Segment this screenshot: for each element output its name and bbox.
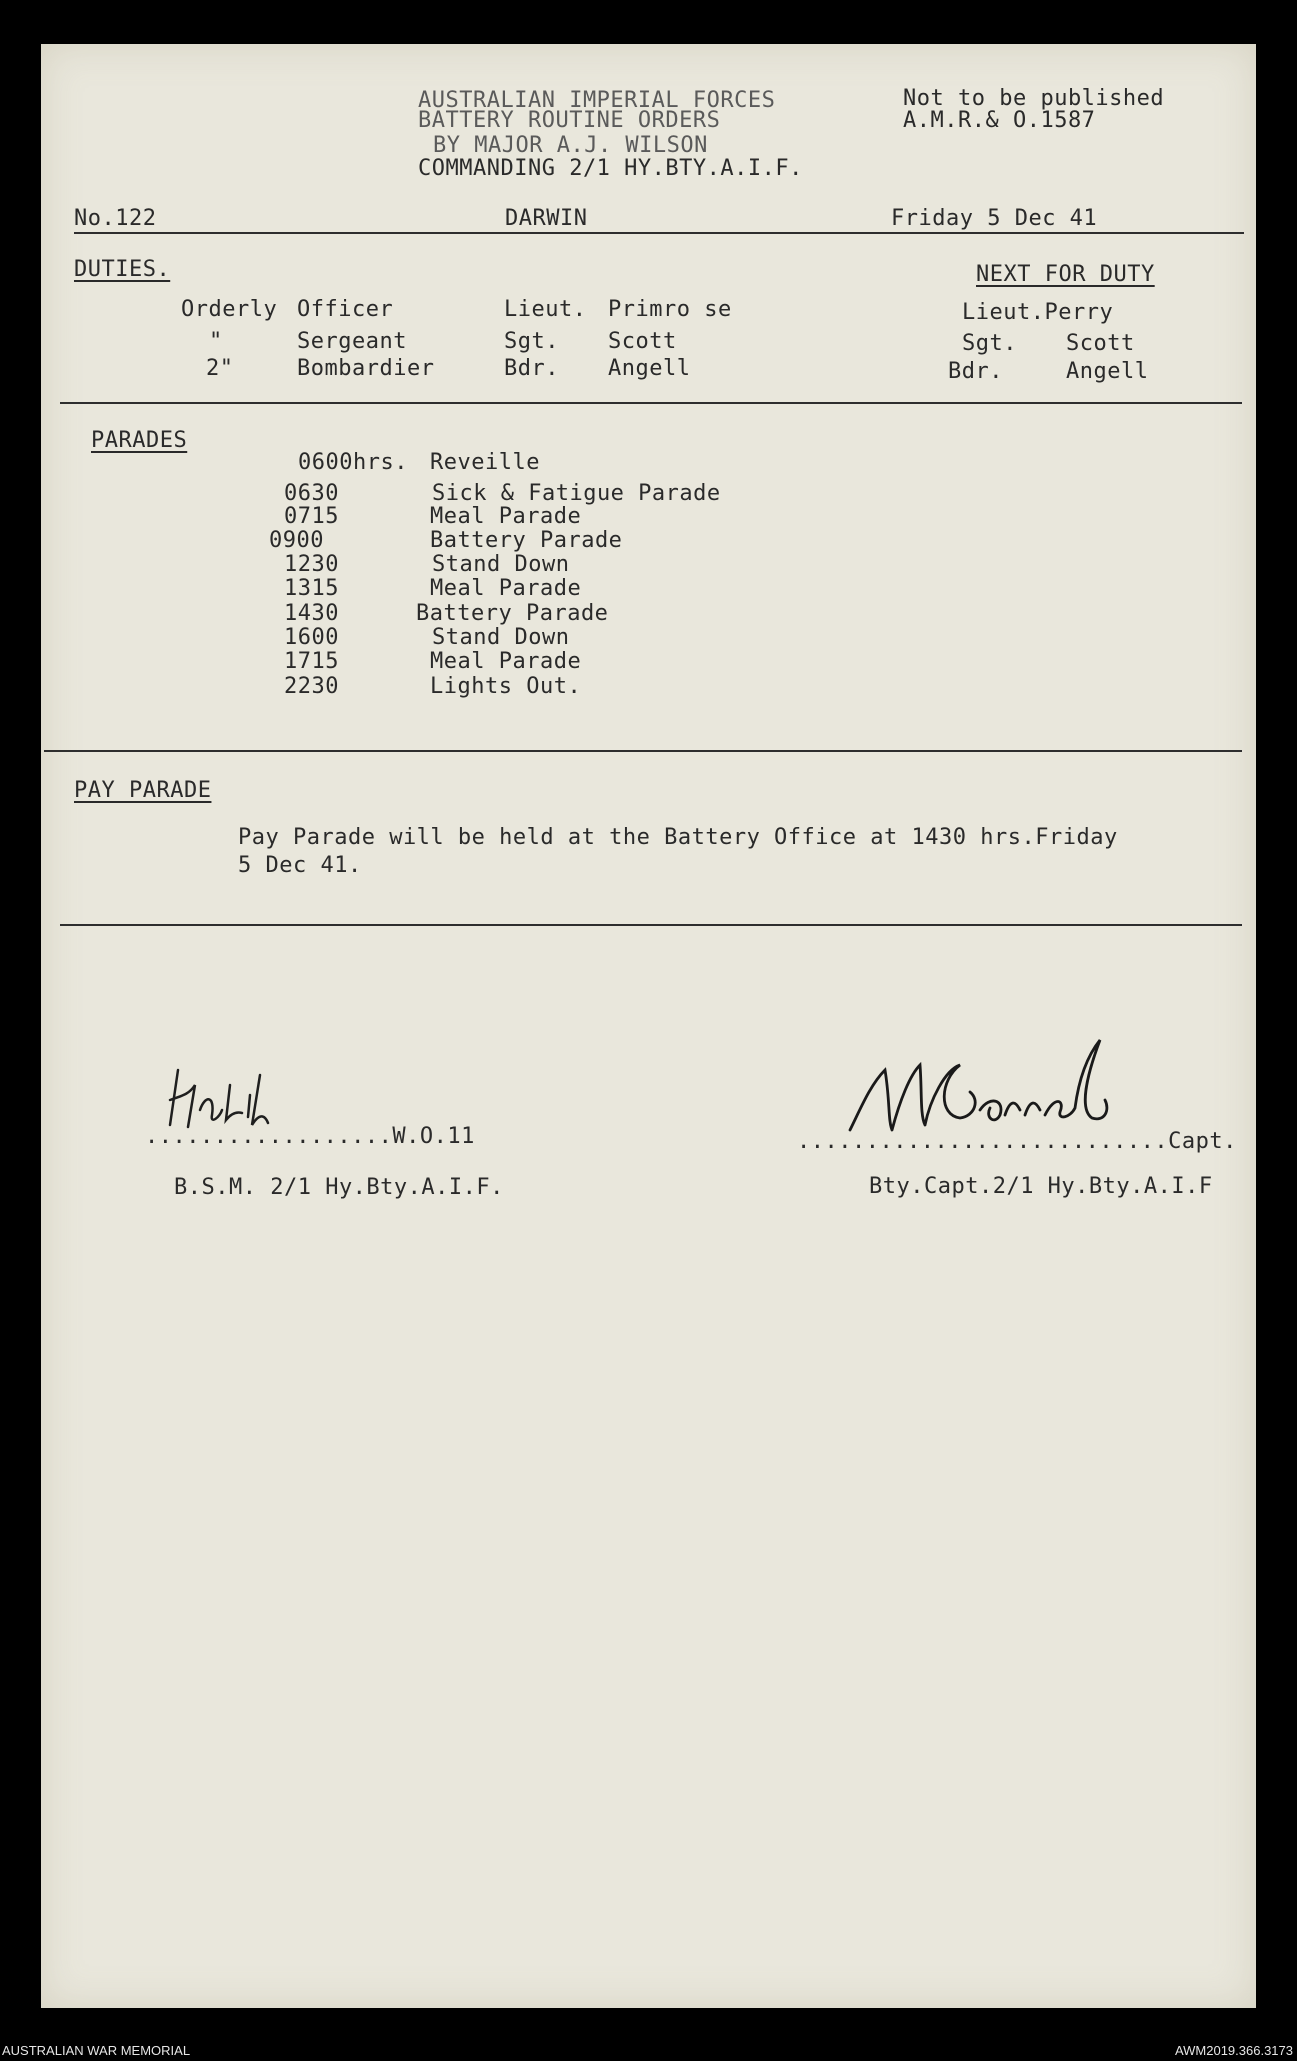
parade-event: Sick & Fatigue Parade xyxy=(432,481,721,506)
parade-time: 2230 xyxy=(284,674,339,699)
parade-event: Meal Parade xyxy=(430,576,582,601)
next-for-duty-heading: NEXT FOR DUTY xyxy=(976,262,1155,287)
parade-time: 1315 xyxy=(284,576,339,601)
duty-name: Scott xyxy=(608,329,677,354)
parade-event: Stand Down xyxy=(432,552,570,577)
parade-time: 1230 xyxy=(284,552,339,577)
duty-role-a: " xyxy=(209,329,223,354)
parades-heading: PARADES xyxy=(91,428,188,453)
duties-heading: DUTIES. xyxy=(74,257,171,282)
next-duty-rank: Sgt. xyxy=(962,331,1017,356)
next-duty-name: Scott xyxy=(1066,331,1135,356)
duty-rank: Bdr. xyxy=(504,356,559,381)
order-date: Friday 5 Dec 41 xyxy=(891,206,1098,231)
header-rule xyxy=(74,232,1244,234)
parade-time: 0900 xyxy=(269,528,324,553)
left-signature-line: ..................W.O.11 xyxy=(145,1124,475,1149)
duty-rank: Lieut. xyxy=(504,297,587,322)
next-duty-name: Angell xyxy=(1066,359,1149,384)
parade-time: 1715 xyxy=(284,649,339,674)
org-line-1: AUSTRALIAN IMPERIAL FORCES xyxy=(418,88,776,113)
parade-time: 0600hrs. xyxy=(298,450,408,475)
duty-rank: Sgt. xyxy=(504,329,559,354)
duty-role-b: Bombardier xyxy=(297,356,435,381)
right-signature-line: ...........................Capt. xyxy=(797,1129,1237,1154)
org-line-2: BATTERY ROUTINE ORDERS xyxy=(418,108,721,133)
footer-accession-number: AWM2019.366.3173 xyxy=(1174,2043,1293,2058)
next-duty-rank: Lieut.Perry xyxy=(962,300,1114,325)
parade-event: Reveille xyxy=(430,450,540,475)
parade-event: Battery Parade xyxy=(430,528,623,553)
parade-time: 0630 xyxy=(284,481,339,506)
parade-event: Battery Parade xyxy=(416,601,609,626)
pay-parade-text-line-2: 5 Dec 41. xyxy=(238,853,362,878)
pay-parade-heading: PAY PARADE xyxy=(74,778,212,803)
duty-name: Angell xyxy=(608,356,691,381)
pay-parade-text-line-1: Pay Parade will be held at the Battery Office at 1430 hrs.Friday xyxy=(238,825,1118,850)
pay-parade-rule xyxy=(60,924,1242,926)
parade-time: 1600 xyxy=(284,625,339,650)
parade-event: Meal Parade xyxy=(430,649,582,674)
duty-name: Primro se xyxy=(608,297,732,322)
parade-time: 0715 xyxy=(284,504,339,529)
parade-event: Meal Parade xyxy=(430,504,582,529)
parade-event: Stand Down xyxy=(432,625,570,650)
right-signatory-title: Bty.Capt.2/1 Hy.Bty.A.I.F xyxy=(869,1174,1213,1199)
parade-event: Lights Out. xyxy=(430,674,582,699)
duties-rule xyxy=(60,402,1242,404)
footer-institution: AUSTRALIAN WAR MEMORIAL xyxy=(2,2043,191,2058)
duty-role-b: Officer xyxy=(297,297,394,322)
parades-rule xyxy=(44,750,1242,752)
org-line-3: BY MAJOR A.J. WILSON xyxy=(433,133,708,158)
restriction-line-2: A.M.R.& O.1587 xyxy=(903,108,1096,133)
restriction-line-1: Not to be published xyxy=(903,86,1165,111)
next-duty-rank: Bdr. xyxy=(948,359,1003,384)
duty-role-a: 2" xyxy=(206,356,234,381)
signature-left xyxy=(160,1055,360,1135)
parade-time: 1430 xyxy=(284,601,339,626)
duty-role-a: Orderly xyxy=(181,297,278,322)
place: DARWIN xyxy=(505,206,588,231)
left-signatory-title: B.S.M. 2/1 Hy.Bty.A.I.F. xyxy=(174,1175,504,1200)
order-number: No.122 xyxy=(74,206,157,231)
duty-role-b: Sergeant xyxy=(297,329,407,354)
org-line-4: COMMANDING 2/1 HY.BTY.A.I.F. xyxy=(418,156,803,181)
